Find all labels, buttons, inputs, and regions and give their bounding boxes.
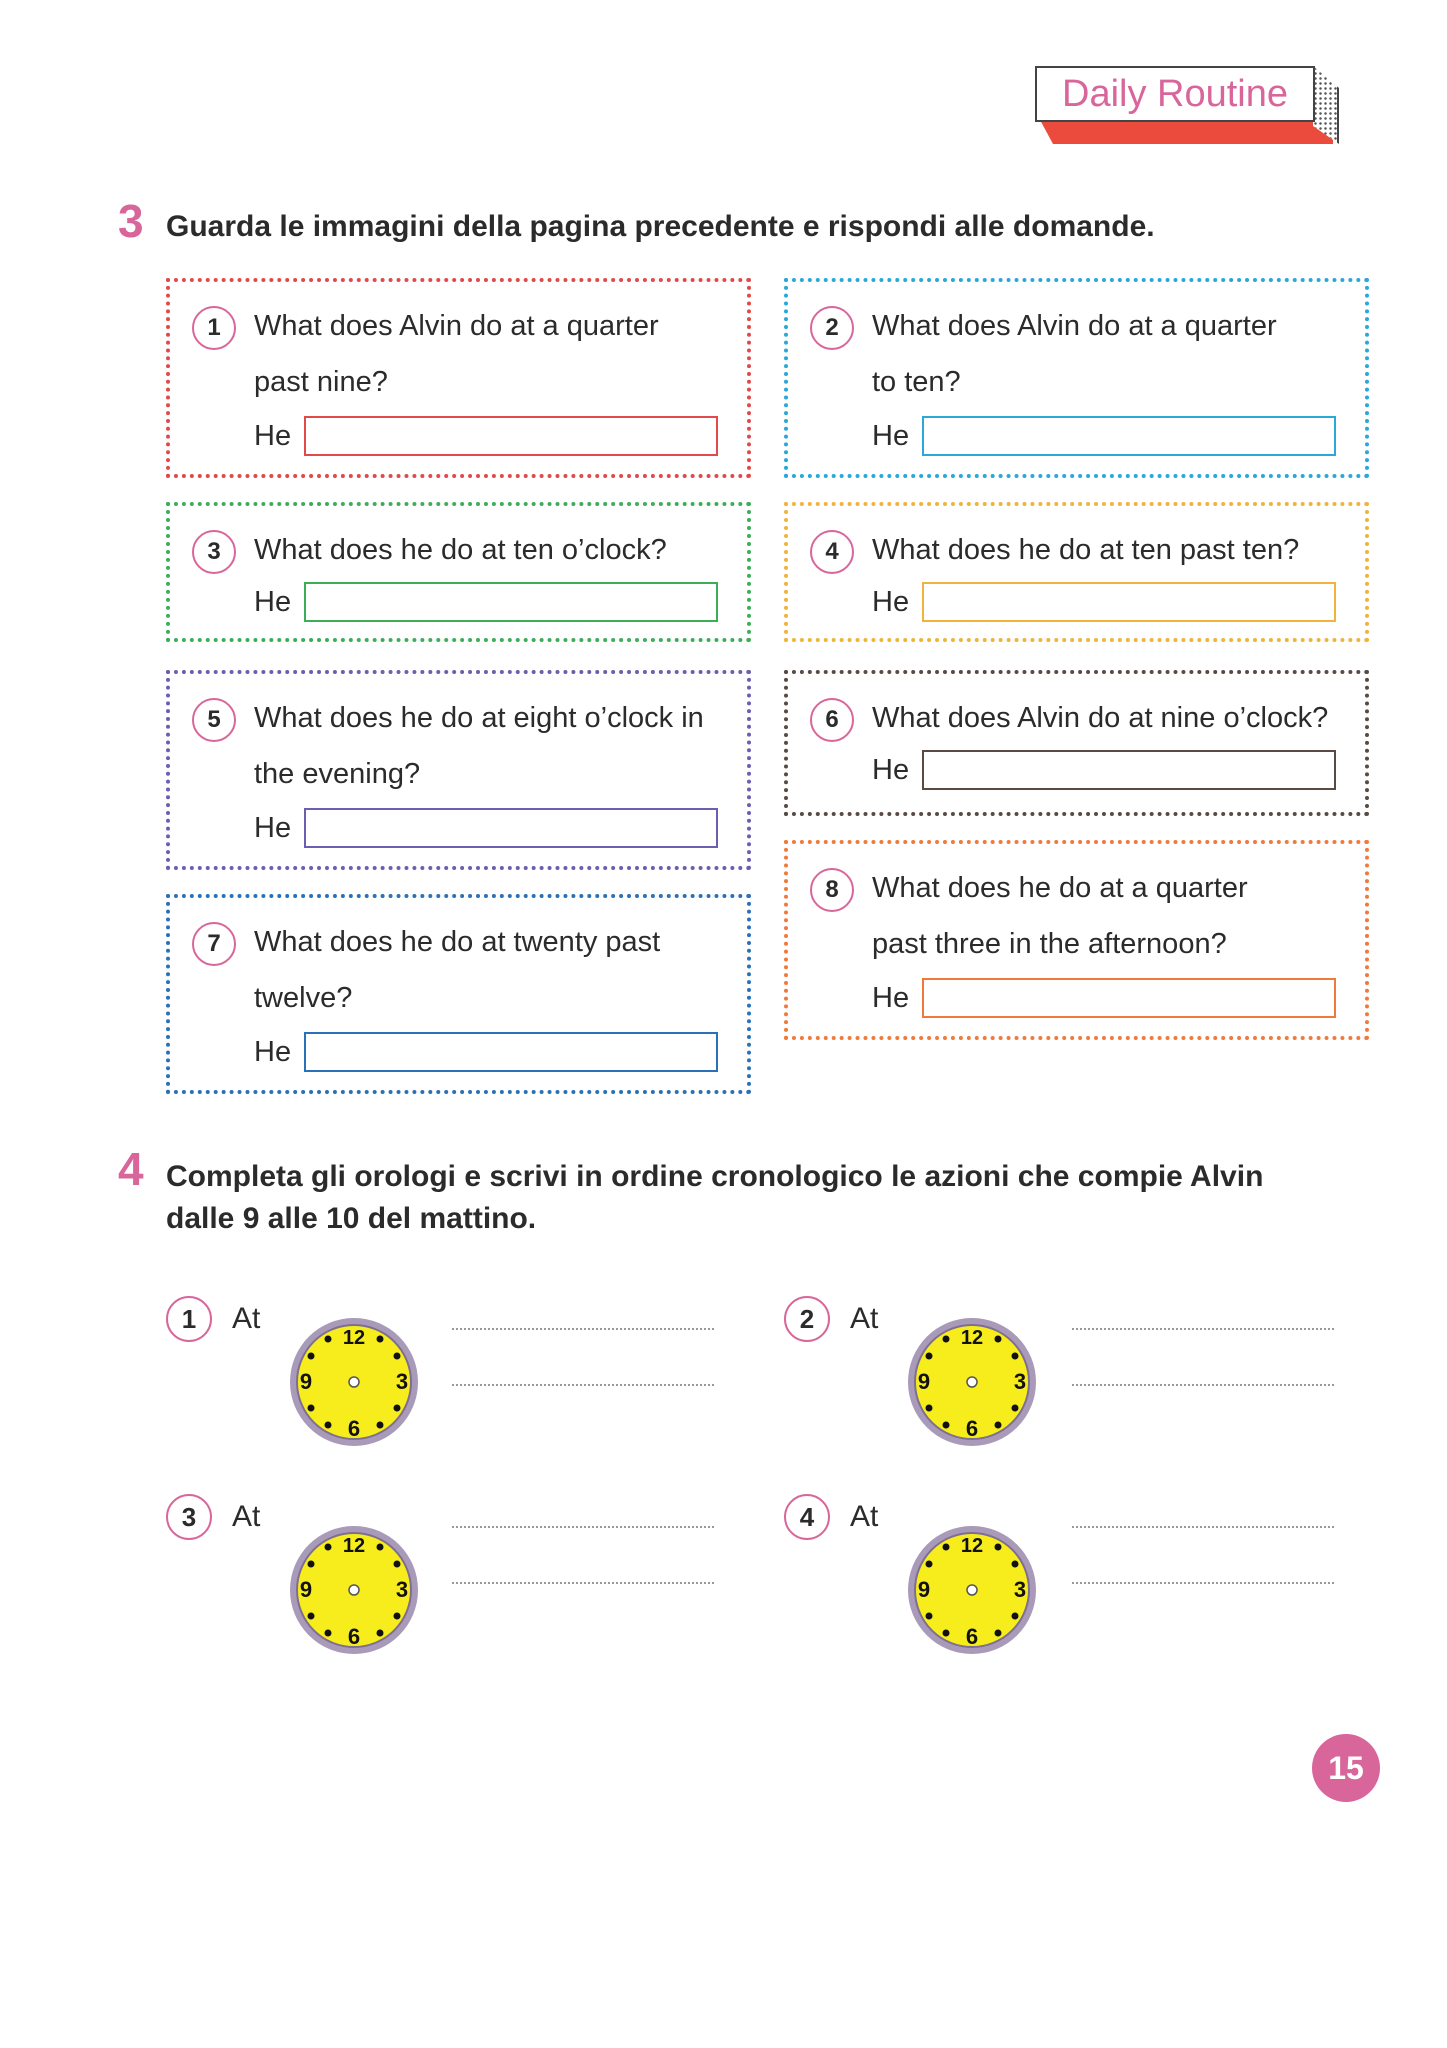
clock-label-3: 3	[1013, 1577, 1027, 1602]
at-label: At	[232, 1500, 261, 1533]
exercise-3-instruction: Guarda le immagini della pagina precedente e rispondi alle domande.	[166, 210, 1155, 243]
question-number: 7	[192, 922, 236, 966]
write-line[interactable]	[1072, 1582, 1334, 1584]
clock-label-12: 12	[960, 1327, 984, 1349]
question-text-line1: What does he do at ten past ten?	[872, 534, 1300, 566]
question-number: 6	[810, 698, 854, 742]
answer-input-8[interactable]	[922, 978, 1336, 1018]
question-number: 2	[810, 306, 854, 350]
clock-label-12: 12	[342, 1535, 366, 1557]
question-text-line2: twelve?	[254, 982, 353, 1014]
answer-prefix: He	[872, 420, 910, 452]
clock-center	[349, 1377, 359, 1387]
question-text-line1: What does Alvin do at nine o’clock?	[872, 702, 1329, 734]
clock-item-number: 4	[784, 1494, 830, 1540]
answer-input-1[interactable]	[304, 416, 718, 456]
exercise-3-number: 3	[118, 195, 144, 247]
answer-prefix: He	[872, 982, 910, 1014]
clock-face[interactable]	[288, 1316, 420, 1448]
answer-prefix: He	[872, 754, 910, 786]
section-tag	[1035, 66, 1345, 156]
question-box-7	[166, 894, 751, 1094]
question-box-5	[166, 670, 751, 870]
question-text-line2: to ten?	[872, 366, 961, 398]
question-box-2	[784, 278, 1369, 478]
write-line[interactable]	[452, 1328, 714, 1330]
exercise-4-instruction-line2: dalle 9 alle 10 del mattino.	[166, 1202, 537, 1235]
question-text-line1: What does he do at a quarter	[872, 872, 1248, 904]
question-box-4	[784, 502, 1369, 642]
question-box-6	[784, 670, 1369, 816]
question-number: 1	[192, 306, 236, 350]
answer-input-4[interactable]	[922, 582, 1336, 622]
answer-prefix: He	[254, 586, 292, 618]
write-line[interactable]	[452, 1526, 714, 1528]
question-box-1	[166, 278, 751, 478]
question-text-line1: What does Alvin do at a quarter	[254, 310, 659, 342]
write-line[interactable]	[1072, 1526, 1334, 1528]
exercise-4-number: 4	[118, 1143, 144, 1195]
answer-input-5[interactable]	[304, 808, 718, 848]
write-line[interactable]	[1072, 1328, 1334, 1330]
clock-label-6: 6	[347, 1624, 361, 1649]
question-text-line1: What does he do at twenty past	[254, 926, 661, 958]
clock-label-3: 3	[395, 1577, 409, 1602]
answer-input-6[interactable]	[922, 750, 1336, 790]
question-number: 8	[810, 868, 854, 912]
clock-label-9: 9	[299, 1369, 313, 1394]
clock-label-9: 9	[299, 1577, 313, 1602]
write-line[interactable]	[452, 1384, 714, 1386]
answer-input-3[interactable]	[304, 582, 718, 622]
clock-item-number: 3	[166, 1494, 212, 1540]
question-text-line2: past three in the afternoon?	[872, 928, 1227, 960]
question-number: 4	[810, 530, 854, 574]
clock-center	[349, 1585, 359, 1595]
question-number: 5	[192, 698, 236, 742]
clock-label-6: 6	[965, 1416, 979, 1441]
clock-center	[967, 1585, 977, 1595]
at-label: At	[232, 1302, 261, 1335]
question-text-line1: What does he do at ten o’clock?	[254, 534, 667, 566]
at-label: At	[850, 1302, 879, 1335]
at-label: At	[850, 1500, 879, 1533]
exercise-4-instruction-line1: Completa gli orologi e scrivi in ordine cronologico le azioni che compie Alvin	[166, 1160, 1264, 1193]
answer-input-7[interactable]	[304, 1032, 718, 1072]
answer-prefix: He	[872, 586, 910, 618]
answer-prefix: He	[254, 812, 292, 844]
clock-label-12: 12	[342, 1327, 366, 1349]
answer-prefix: He	[254, 420, 292, 452]
question-text-line1: What does he do at eight o’clock in	[254, 702, 704, 734]
clock-face[interactable]	[906, 1316, 1038, 1448]
tag-label: Daily Routine	[1035, 66, 1315, 122]
clock-label-9: 9	[917, 1577, 931, 1602]
question-box-3	[166, 502, 751, 642]
clock-label-6: 6	[347, 1416, 361, 1441]
answer-prefix: He	[254, 1036, 292, 1068]
clock-label-3: 3	[1013, 1369, 1027, 1394]
question-text-line2: the evening?	[254, 758, 421, 790]
question-box-8	[784, 840, 1369, 1040]
clock-label-6: 6	[965, 1624, 979, 1649]
answer-input-2[interactable]	[922, 416, 1336, 456]
clock-label-9: 9	[917, 1369, 931, 1394]
page-number: 15	[1312, 1734, 1380, 1802]
clock-face[interactable]	[906, 1524, 1038, 1656]
question-text-line1: What does Alvin do at a quarter	[872, 310, 1277, 342]
question-text-line2: past nine?	[254, 366, 388, 398]
clock-face[interactable]	[288, 1524, 420, 1656]
clock-label-3: 3	[395, 1369, 409, 1394]
clock-center	[967, 1377, 977, 1387]
question-number: 3	[192, 530, 236, 574]
clock-item-number: 2	[784, 1296, 830, 1342]
clock-label-12: 12	[960, 1535, 984, 1557]
write-line[interactable]	[452, 1582, 714, 1584]
clock-item-number: 1	[166, 1296, 212, 1342]
write-line[interactable]	[1072, 1384, 1334, 1386]
